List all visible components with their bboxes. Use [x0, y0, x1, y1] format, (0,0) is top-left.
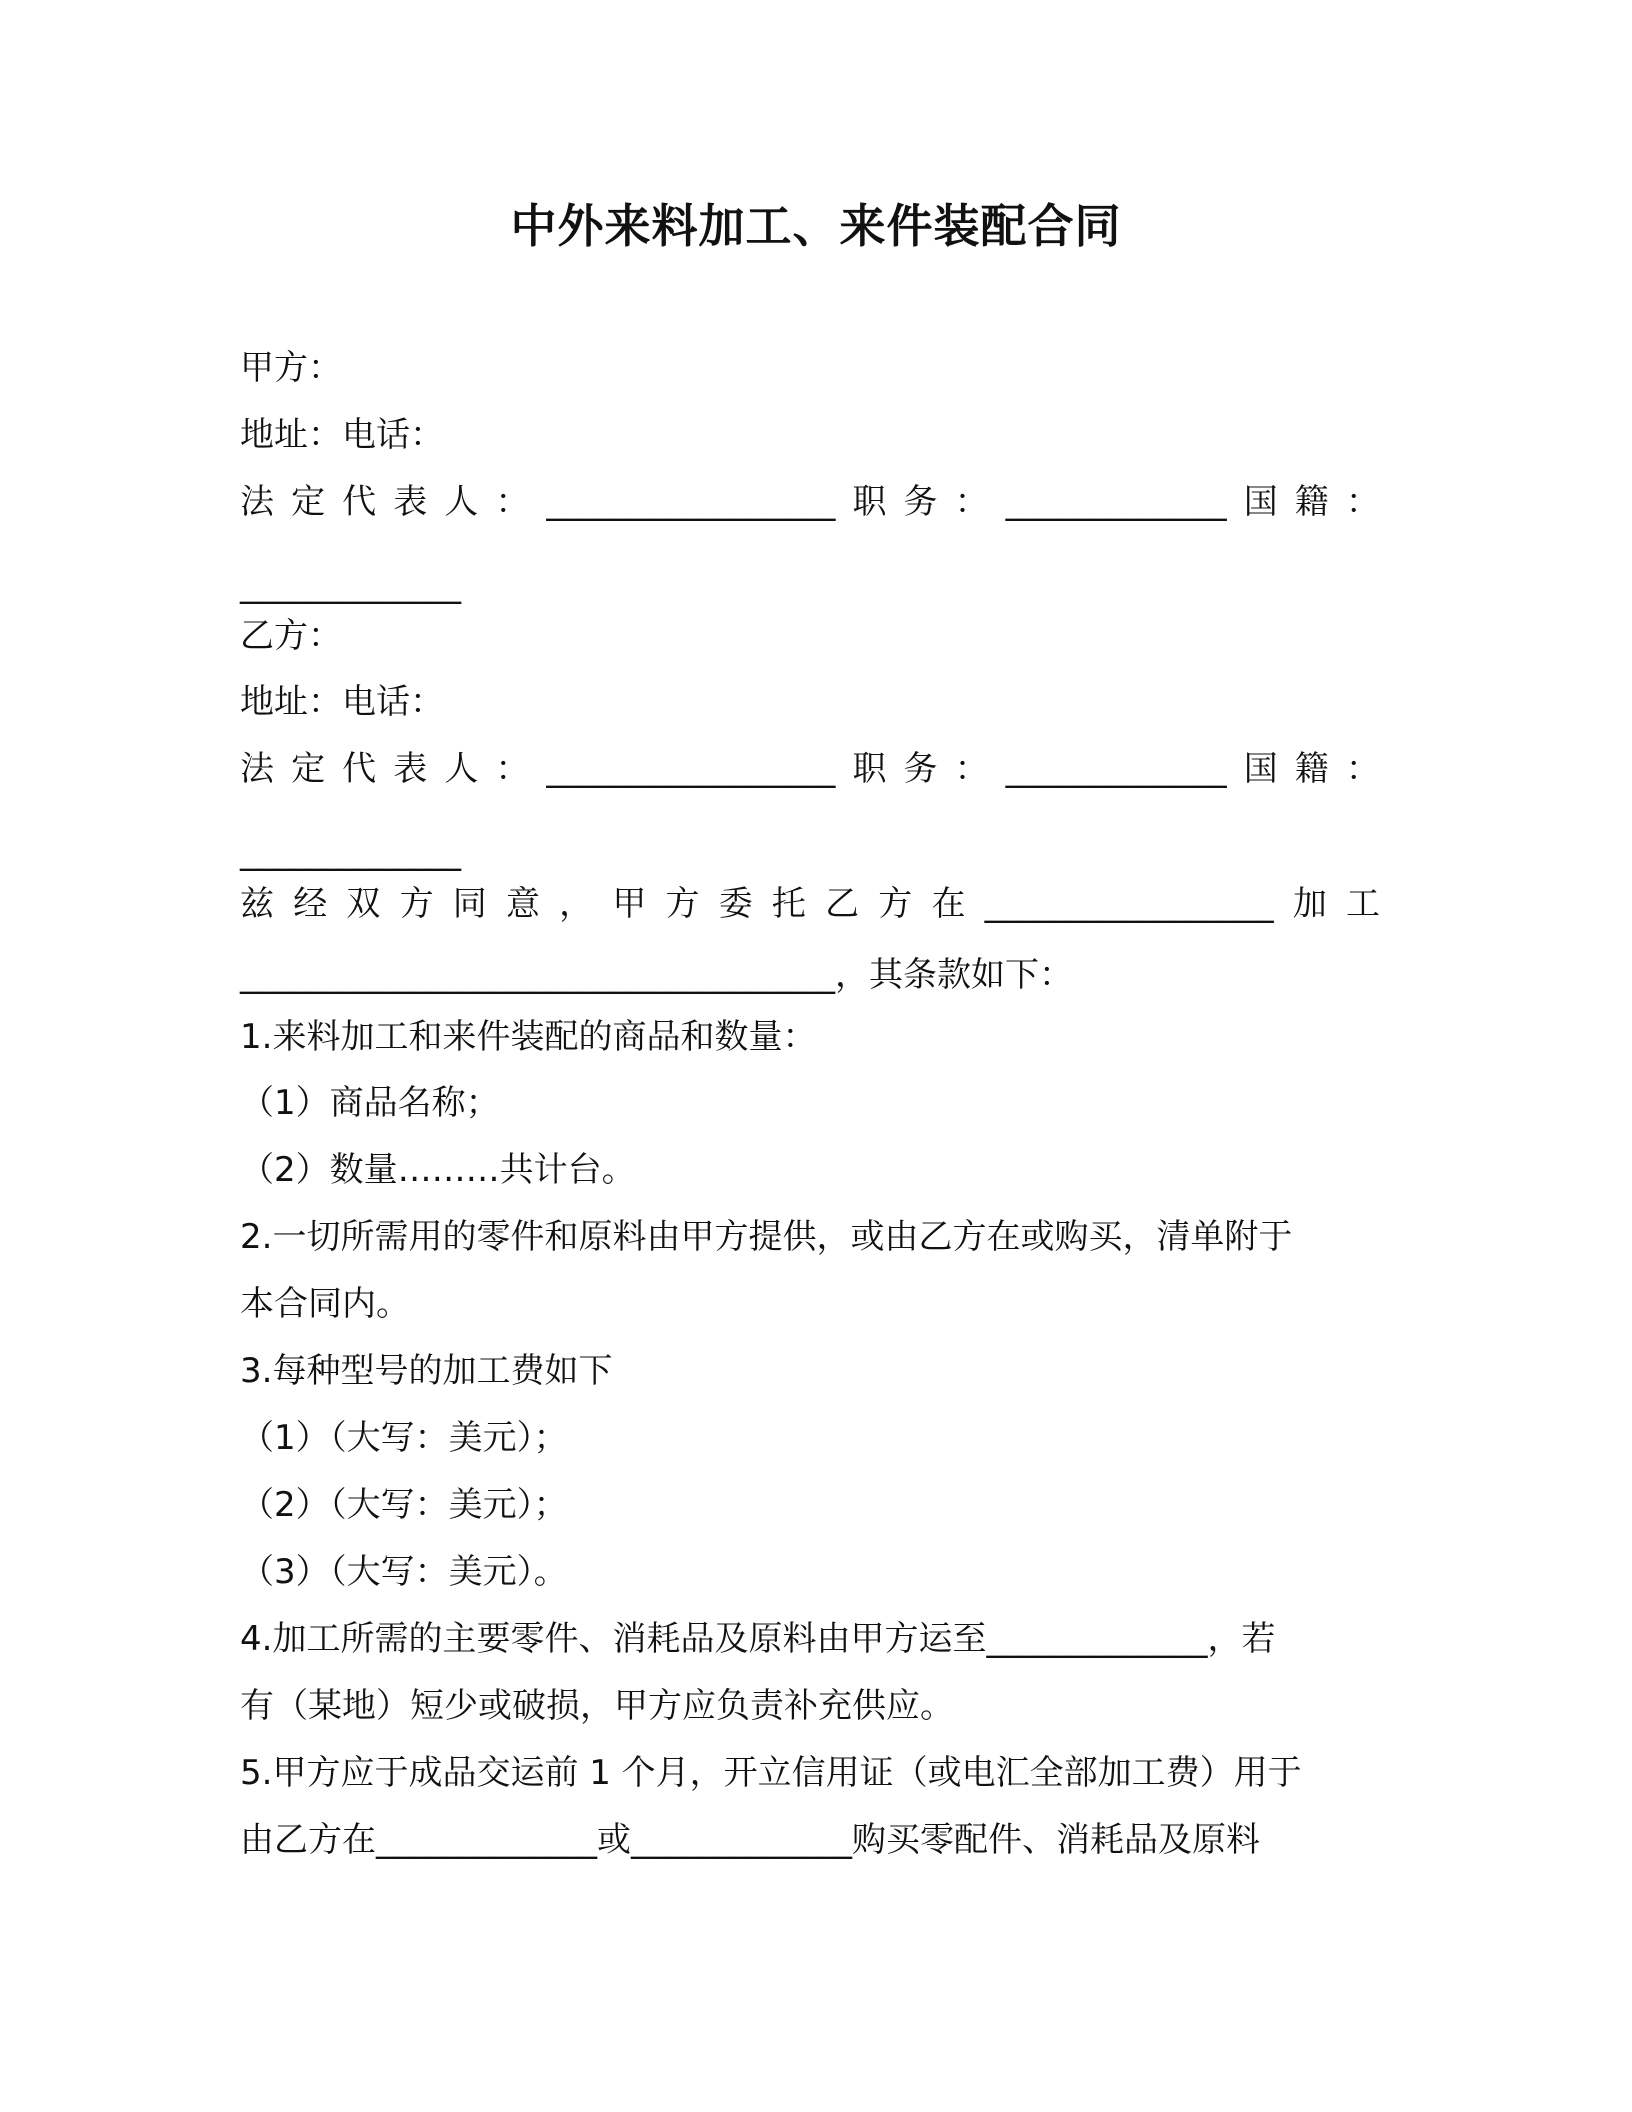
- agreement-line-1: [240, 879, 1380, 929]
- clause-3: 3.每种型号的加工费如下: [240, 1351, 613, 1391]
- party-b-nationality-blank: _____________: [240, 832, 461, 872]
- clause-4-line-1: 4.加工所需的主要零件、消耗品及原料由甲方运至_____________，若: [240, 1619, 1276, 1659]
- line-char: 意: [505, 884, 540, 924]
- party-a-nationality-blank: _____________: [240, 565, 461, 605]
- blank-underline: _________________: [546, 482, 836, 522]
- line-char: 工: [1346, 884, 1380, 924]
- clause-3-item-2: （2）（大写：美元）；: [240, 1485, 568, 1525]
- clause-4-line-2: 有（某地）短少或破损，甲方应负责补充供应。: [240, 1686, 954, 1726]
- blank-underline: _________________: [984, 884, 1274, 924]
- party-b-address-phone: 地址：电话：: [240, 682, 444, 722]
- line-char: 方: [878, 884, 913, 924]
- blank-underline: _____________: [1005, 482, 1227, 522]
- line-char: 代: [342, 482, 377, 522]
- line-char: ：: [954, 482, 989, 522]
- clause-1: 1.来料加工和来件装配的商品和数量：: [240, 1017, 817, 1057]
- clause-1-item-2: （2）数量………共计台。: [240, 1150, 636, 1190]
- line-char: 表: [393, 482, 428, 522]
- line-char: 兹: [240, 884, 274, 924]
- line-char: 务: [903, 749, 938, 789]
- line-char: 法: [240, 482, 274, 522]
- line-char: 籍: [1294, 749, 1329, 789]
- line-char: ：: [1345, 482, 1380, 522]
- line-char: 在: [931, 884, 966, 924]
- line-char: 定: [291, 749, 326, 789]
- party-b-representative-line: [240, 744, 1380, 794]
- clause-5-line-2: 由乙方在_____________或_____________购买零配件、消耗品及原料: [240, 1820, 1260, 1860]
- party-a-representative-line: [240, 477, 1380, 527]
- line-char: 国: [1243, 749, 1278, 789]
- party-a-address-phone: 地址：电话：: [240, 415, 444, 455]
- line-char: 方: [399, 884, 434, 924]
- line-char: ：: [1345, 749, 1380, 789]
- blank-underline: _________________: [546, 749, 836, 789]
- line-char: 加: [1292, 884, 1327, 924]
- line-char: 职: [852, 482, 887, 522]
- line-char: ：: [495, 749, 530, 789]
- clause-3-item-3: （3）（大写：美元）。: [240, 1552, 568, 1592]
- document-title: 中外来料加工、来件装配合同: [510, 199, 1122, 253]
- line-char: 籍: [1294, 482, 1329, 522]
- agreement-line-2: ___________________________________，其条款如下：: [240, 955, 1073, 995]
- line-char: 双: [346, 884, 381, 924]
- line-char: 务: [903, 482, 938, 522]
- line-char: 同: [452, 884, 487, 924]
- blank-underline: _____________: [1005, 749, 1227, 789]
- line-char: 表: [393, 749, 428, 789]
- clause-2-line-2: 本合同内。: [240, 1284, 410, 1324]
- line-char: 代: [342, 749, 377, 789]
- line-char: ：: [495, 482, 530, 522]
- line-char: 方: [665, 884, 700, 924]
- clause-5-line-1: 5.甲方应于成品交运前 1 个月，开立信用证（或电汇全部加工费）用于: [240, 1753, 1302, 1793]
- line-char: 职: [852, 749, 887, 789]
- line-char: 人: [444, 482, 479, 522]
- clause-1-item-1: （1）商品名称；: [240, 1083, 500, 1123]
- party-b-label: 乙方：: [240, 616, 342, 656]
- line-char: 定: [291, 482, 326, 522]
- line-char: 法: [240, 749, 274, 789]
- line-char: 国: [1243, 482, 1278, 522]
- line-char: ：: [954, 749, 989, 789]
- line-char: 托: [771, 884, 806, 924]
- clause-3-item-1: （1）（大写：美元）；: [240, 1418, 568, 1458]
- line-char: ，: [559, 884, 594, 924]
- line-char: 乙: [825, 884, 860, 924]
- line-char: 甲: [612, 884, 647, 924]
- clause-2-line-1: 2.一切所需用的零件和原料由甲方提供，或由乙方在或购买，清单附于: [240, 1217, 1293, 1257]
- line-char: 人: [444, 749, 479, 789]
- party-a-label: 甲方：: [240, 348, 342, 388]
- line-char: 委: [718, 884, 753, 924]
- line-char: 经: [293, 884, 328, 924]
